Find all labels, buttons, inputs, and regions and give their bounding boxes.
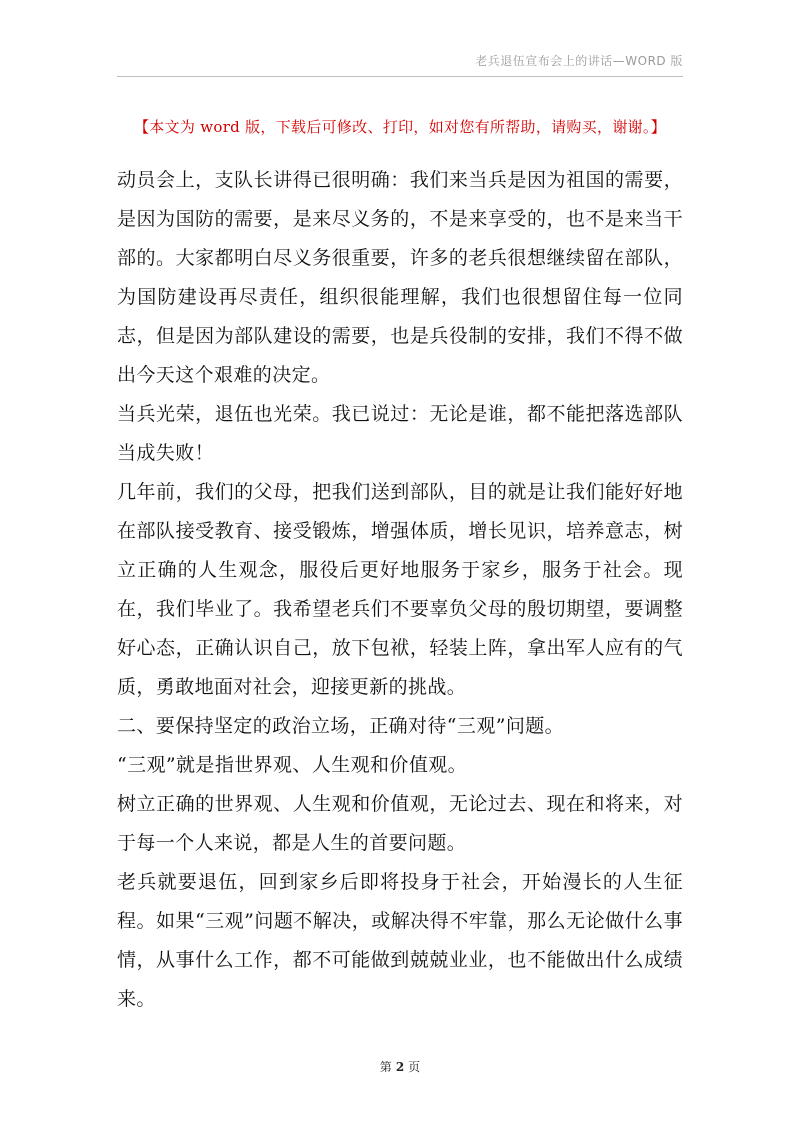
document-body (117, 161, 683, 1019)
running-header: 老兵退伍宣布会上的讲话—WORD 版 (475, 54, 683, 68)
paragraph: 老兵就要退伍，回到家乡后即将投身于社会，开始漫长的人生征程。如果“三观”问题不解决，或解决得不牢靠，那么无论做什么事情，从事什么工作，都不可能做到兢兢业业，也不能做出什么成绩来。 (117, 871, 683, 1010)
page-suffix: 页 (408, 1060, 421, 1074)
paragraph: “三观”就是指世界观、人生观和价值观。 (117, 754, 468, 776)
page-footer (0, 1058, 800, 1075)
purchase-notice: 【本文为 word 版，下载后可修改、打印，如对您有所帮助，请购买，谢谢。】 (133, 118, 667, 136)
header-divider (117, 76, 683, 77)
paragraph: 当兵光荣，退伍也光荣。我已说过：无论是谁，都不能把落选部队当成失败！ (117, 403, 683, 464)
paragraph: 树立正确的世界观、人生观和价值观，无论过去、现在和将来，对于每一个人来说，都是人生的首要问题。 (117, 793, 683, 854)
page-number: 2 (395, 1060, 405, 1074)
section-heading: 二、要保持坚定的政治立场，正确对待“三观”问题。 (117, 715, 565, 737)
page-prefix: 第 (379, 1060, 392, 1074)
paragraph: 动员会上，支队长讲得已很明确：我们来当兵是因为祖国的需要，是因为国防的需要，是来尽义务的，不是来享受的，也不是来当干部的。大家都明白尽义务很重要，许多的老兵很想继续留在部队，为国防建设再尽责任，组织很能理解，我们也很想留住每一位同志，但是因为部队建设的需要，也是兵役制的安排，我们不得不做出今天这个艰难的决定。 (117, 169, 683, 386)
paragraph: 几年前，我们的父母，把我们送到部队，目的就是让我们能好好地在部队接受教育、接受锻炼，增强体质，增长见识，培养意志，树立正确的人生观念，服役后更好地服务于家乡，服务于社会。现在，我们毕业了。我希望老兵们不要辜负父母的殷切期望，要调整好心态，正确认识自己，放下包袱，轻装上阵，拿出军人应有的气质，勇敢地面对社会，迎接更新的挑战。 (117, 481, 683, 698)
